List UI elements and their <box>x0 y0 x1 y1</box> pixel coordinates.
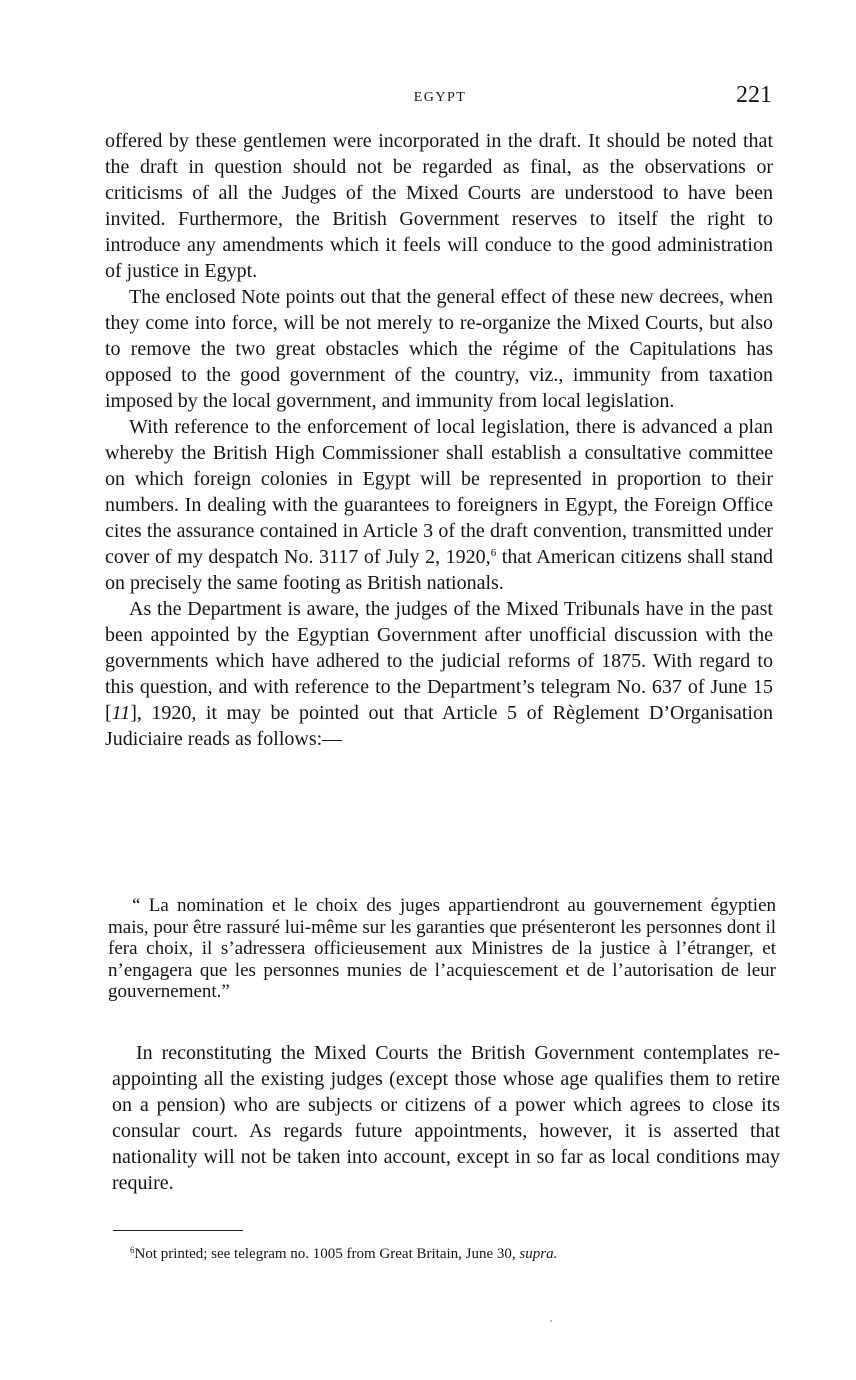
main-text <box>105 128 773 752</box>
paragraph-local-legislation <box>105 414 773 596</box>
block-quote: “ La nomination et le choix des juges appartiendront au gouvernement égyptien mais, pour être rassuré lui-même sur les garanties que présenteront les personnes dont il fera choix, il s’adressera officieusement aux Ministres de la justice à l’étranger, et n’engagera que les personnes munies de l’acquiescement et de l’autorisation de leur gouvernement.” <box>108 895 776 1003</box>
paragraph-text: ], 1920, it may be pointed out that Article 5 of Règlement D’Organisation Judiciaire reads as follows:— <box>105 702 773 750</box>
footnote-italic: supra. <box>519 1246 558 1262</box>
page-number: 221 <box>736 82 772 108</box>
paragraph-reconstituting: In reconstituting the Mixed Courts the British Government contemplates re-appointing all the existing judges (except those whose age qualifies them to retire on a pension) who are subjects or citizens of a power which agrees to close its consular court. As regards future appointments, however, it is asserted that nationality will not be taken into account, except in so far as local conditions may require. <box>112 1042 780 1194</box>
footnote-text: Not printed; see telegram no. 1005 from Great Britain, June 30, <box>134 1246 520 1262</box>
paragraph-text: that American citizens shall stand on precisely the same footing as British nationals. <box>105 546 773 594</box>
footnote-divider <box>113 1230 243 1231</box>
bracketed-italic-number: 11 <box>111 702 131 724</box>
paragraph-text: As the Department is aware, the judges of the Mixed Tribunals have in the past been appointed by the Egyptian Government after unofficial discussion with the governments which have adhered to the judicial reforms of 1875. With regard to this question, and with reference to the Department’s telegram No. 637 of June 15 [ <box>105 598 773 724</box>
paper-speck <box>550 1320 552 1322</box>
paragraph-text: With reference to the enforcement of local legislation, there is advanced a plan whereby the British High Commissioner shall establish a consultative committee on which foreign colonies in Egypt will be represented in proportion to their numbers. In dealing with the guarantees to foreigners in Egypt, the Foreign Office cites the assurance contained in Article 3 of the draft convention, transmitted under cover of my despatch No. 3117 of July 2, 1920, <box>105 416 773 568</box>
paragraph-enclosed-note: The enclosed Note points out that the general effect of these new decrees, when they come into force, will be not merely to re-organize the Mixed Courts, but also to remove the two great obstacles which the régime of the Capitulations has opposed to the good government of the country, viz., immunity from taxation imposed by the local government, and immunity from local legislation. <box>105 286 773 412</box>
running-head <box>0 82 856 112</box>
paragraph-continuation: offered by these gentlemen were incorporated in the draft. It should be noted that the draft in question should not be regarded as final, as the observations or criticisms of all the Judges of the Mixed Courts are understood to have been invited. Furthermore, the British Government reserves to itself the right to introduce any amendments which it feels will conduce to the good administration of justice in Egypt. <box>105 130 773 282</box>
paragraph-mixed-tribunals <box>105 596 773 752</box>
running-title: EGYPT <box>413 90 467 105</box>
footnote <box>130 1241 770 1263</box>
footnote-marker: 6 <box>130 1245 135 1255</box>
main-text-continued <box>112 1040 780 1196</box>
footnote-reference: 6 <box>490 547 497 559</box>
